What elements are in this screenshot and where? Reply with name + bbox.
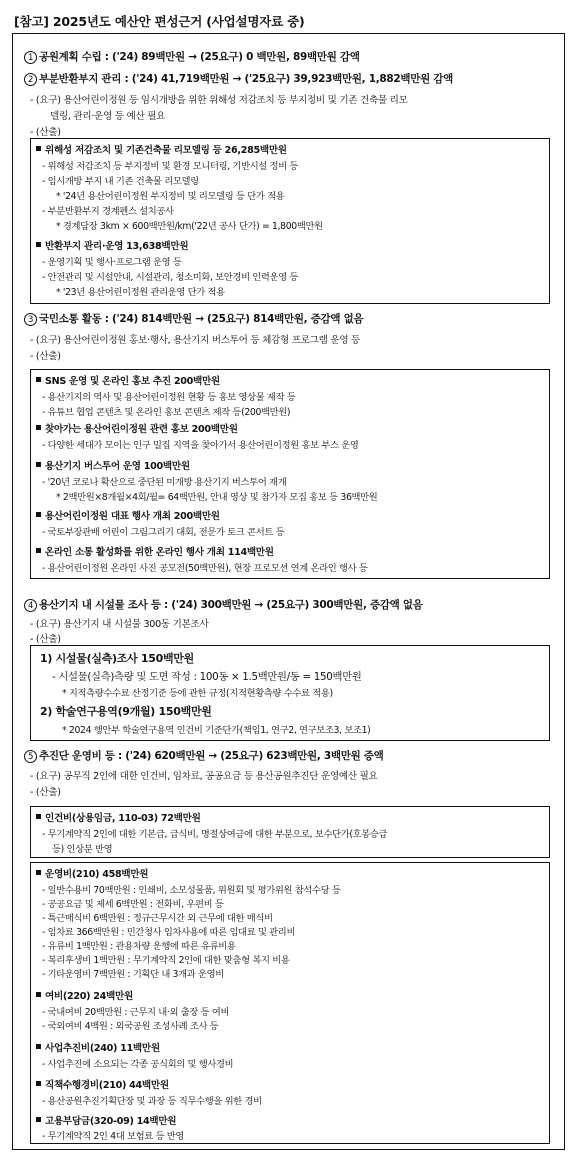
section-2-request: - (요구) 용산어린이정원 등 임시개방을 위한 위해성 저감조치 등 부지정비 및 기존 건축물 리모 [30,95,408,106]
s5-item-2-line: - 기타운영비 7백만원 : 기획단 내 3개과 운영비 [42,969,224,980]
s5-item-6-line: - 무기계약직 2인 4대 보험료 등 반영 [42,1131,184,1142]
s2-item-1-line: - 임시개방 부지 내 기존 건축물 리모델링 [42,176,199,187]
section-3-heading-text: 국민소통 활동 : ('24) 814백만원 → (25요구) 814백만원, 증감액 없음 [39,313,364,325]
square-bullet-icon [36,870,41,875]
section-2-heading-text: 부분반환부지 관리 : ('24) 41,719백만원 → ('25요구) 39,923백만원, 1,882백만원 감액 [39,73,453,85]
s5-item-2-line: - 특근매식비 6백만원 : 정규근무시간 외 근무에 대한 매식비 [42,913,273,924]
s5-item-3-line: - 국내여비 20백만원 : 근무지 내·외 출장 등 여비 [42,1007,230,1018]
s5-item-2-title: 운영비(210) 458백만원 [36,866,148,880]
s4-item-2-title: 2) 학술연구용역(9개월) 150백만원 [40,705,212,718]
square-bullet-icon [36,548,41,553]
circled-number-3: 3 [24,313,37,326]
section-4-calc-label: - (산출) [30,634,61,645]
section-4-heading [24,597,423,612]
section-3-calc-label: - (산출) [30,351,61,362]
s4-item-1-title: 1) 시설물(실측)조사 150백만원 [40,652,194,665]
s2-item-1-line: - 부분반환부지 경계펜스 설치공사 [42,206,174,217]
section-2-heading [24,71,453,86]
square-bullet-icon [36,462,41,467]
s5-item-1-title: 인건비(상용임금, 110-03) 72백만원 [36,810,201,824]
section-5-heading-text: 추진단 운영비 등 : ('24) 620백만원 → (25요구) 623백만원, 3백만원 증액 [39,750,384,762]
square-bullet-icon [36,814,41,819]
s3-item-2-title: 찾아가는 용산어린이정원 관련 홍보 200백만원 [36,421,238,435]
section-1-heading [24,49,360,64]
s4-item-1-note: * 지적측량수수료 산정기준 등에 관한 규정(지적현황측량 수수료 적용) [62,688,333,699]
s2-item-1-title: 위해성 저감조치 및 기존건축물 리모델링 등 26,285백만원 [36,142,287,156]
section-3-heading [24,311,363,326]
s2-item-2-line: - 운영기획 및 행사·프로그램 운영 등 [42,257,182,268]
s5-item-2-line: - 임차료 366백만원 : 민간청사 임차사용에 따른 임대료 및 관리비 [42,927,296,938]
square-bullet-icon [36,242,41,247]
s5-item-2-line: - 일반수용비 70백만원 : 인쇄비, 소모성물품, 위원회 및 평가위원 참석수당 등 [42,885,341,896]
s5-item-2-line: - 복리후생비 1백만원 : 무기계약직 2인에 대한 맞춤형 복지 비용 [42,955,290,966]
s3-item-3-line: - '20년 코로나 확산으로 중단된 미개방 용산기지 버스투어 재개 [42,477,287,488]
section-2-calc-label: - (산출) [30,127,61,138]
s3-item-5-line: - 용산어린이정원 온라인 사진 공모전(50백만원), 현장 프로모션 연계 온라인 행사 등 [42,563,368,574]
s5-item-2-line: - 유류비 1백만원 : 관용차량 운행에 따른 유류비용 [42,941,236,952]
square-bullet-icon [36,512,41,517]
square-bullet-icon [36,425,41,430]
s3-item-1-title: SNS 운영 및 온라인 홍보 추진 200백만원 [36,373,220,387]
section-4-request: - (요구) 용산기지 내 시설물 300동 기본조사 [30,619,209,630]
s3-item-3-title: 용산기지 버스투어 운영 100백만원 [36,458,190,472]
s3-item-4-title: 용산어린이정원 대표 행사 개최 200백만원 [36,508,220,522]
s4-item-1-line: - 시설물(실측)측량 및 도면 작성 : 100동 × 1.5백만원/동 = 150백만원 [52,671,362,683]
circled-number-4: 4 [24,599,37,612]
square-bullet-icon [36,377,41,382]
page-title: [참고] 2025년도 예산안 편성근거 (사업설명자료 중) [14,14,305,29]
section-2-request-cont: 델링, 관리·운영 등 예산 필요 [50,111,166,122]
s3-item-3-note: * 2백만원×8개월×4회/월= 64백만원, 안내 영상 및 참가자 모집 홍보 등 36백만원 [56,492,378,503]
s5-item-5-line: - 용산공원추진기획단장 및 과장 등 직무수행을 위한 경비 [42,1096,262,1107]
circled-number-1: 1 [24,51,37,64]
square-bullet-icon [36,146,41,151]
section-1-heading-text: 공원계획 수립 : ('24) 89백만원 → (25요구) 0 백만원, 89백만원 감액 [39,51,360,63]
s5-item-5-title: 직책수행경비(210) 44백만원 [36,1077,169,1091]
s5-item-4-line: - 사업추진에 소요되는 각종 공식회의 및 행사경비 [42,1059,234,1070]
s2-item-2-note: * '23년 용산어린이정원 관리운영 단가 적용 [56,287,225,298]
s5-item-4-title: 사업추진비(240) 11백만원 [36,1040,160,1054]
s5-item-2-line: - 공공요금 및 제세 6백만원 : 전화비, 우편비 등 [42,899,224,910]
s5-item-3-line: - 국외여비 4백원 : 외국공원 조성사례 조사 등 [42,1021,219,1032]
s3-item-4-line: - 국토부장관배 어린이 그림그리기 대회, 전문가 토크 콘서트 등 [42,527,285,538]
s4-item-2-note: * 2024 행안부 학술연구용역 인건비 기준단가(책임1, 연구2, 연구보조3, 보조1) [62,725,371,736]
circled-number-2: 2 [24,73,37,86]
s2-item-2-line: - 안전관리 및 시설안내, 시설관리, 청소미화, 보안경비 인력운영 등 [42,272,299,283]
s3-item-1-line: - 유튜브 협업 콘텐츠 및 온라인 홍보 콘텐츠 제작 등(200백만원) [42,407,291,418]
s5-item-1-line-cont: 등) 인상분 반영 [52,844,113,855]
section-4-heading-text: 용산기지 내 시설물 조사 등 : ('24) 300백만원 → (25요구) 300백만원, 증감액 없음 [39,599,423,611]
square-bullet-icon [36,1044,41,1049]
section-3-request: - (요구) 용산어린이정원 홍보·행사, 용산기지 버스투어 등 체감형 프로그램 운영 등 [30,335,361,346]
s5-item-1-line: - 무기계약직 2인에 대한 기본급, 급식비, 명절상여금에 대한 부분으로, 보수단가(호봉승급 [42,829,388,840]
s2-item-1-note: * '24년 용산어린이정원 부지정비 및 리모델링 등 단가 적용 [56,191,285,202]
s2-item-2-title: 반환부지 관리·운영 13,638백만원 [36,238,188,252]
s2-item-1-line: - 위해성 저감조치 등 부지정비 및 환경 모니터링, 기반시설 정비 등 [42,161,299,172]
section-5-calc-label: - (산출) [30,787,61,798]
circled-number-5: 5 [24,750,37,763]
square-bullet-icon [36,992,41,997]
s3-item-5-title: 온라인 소통 활성화를 위한 온라인 행사 개최 114백만원 [36,544,274,558]
s3-item-2-line: - 다양한 세대가 모이는 인구 밀집 지역을 찾아가서 용산어린이정원 홍보 부스 운영 [42,440,359,451]
s5-item-6-title: 고용부담금(320-09) 14백만원 [36,1113,176,1127]
s2-item-1-note: * 경계담장 3km × 600백만원/km('22년 공사 단가) = 1,800백만원 [56,221,323,232]
section-5-heading [24,748,383,763]
square-bullet-icon [36,1117,41,1122]
s5-item-3-title: 여비(220) 24백만원 [36,988,133,1002]
square-bullet-icon [36,1081,41,1086]
section-5-request: - (요구) 공무직 2인에 대한 인건비, 임차료, 공공요금 등 용산공원추진단 운영예산 필요 [30,771,378,782]
s3-item-1-line: - 용산기지의 역사 및 용산어린이정원 현황 등 홍보 영상물 제작 등 [42,392,296,403]
